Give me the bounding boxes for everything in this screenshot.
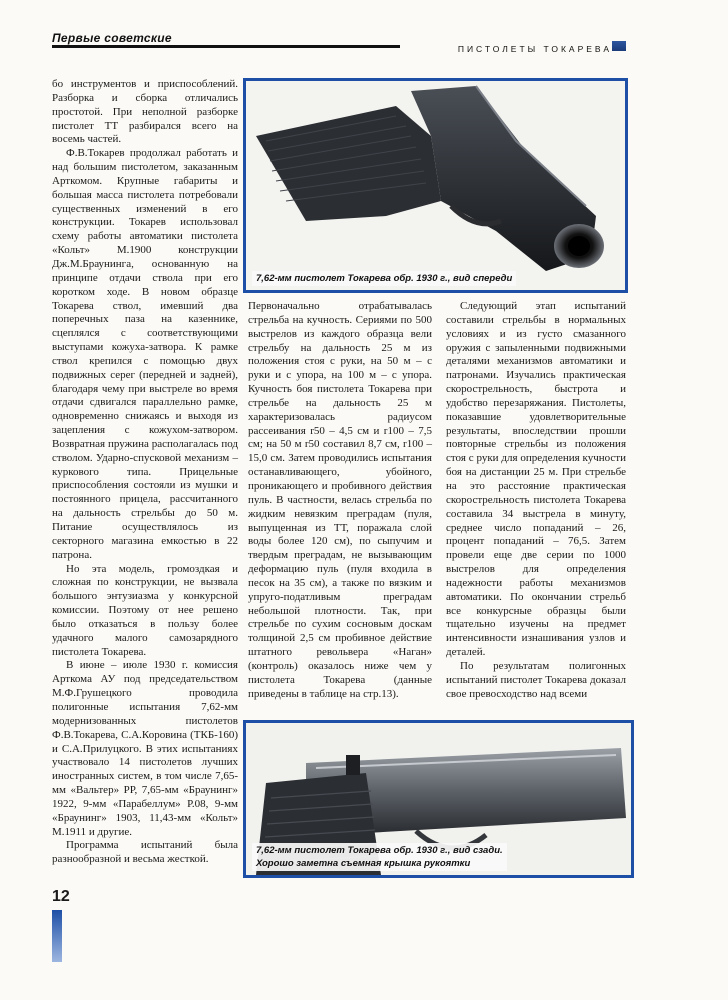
paragraph: Но эта модель, громоздкая и сложная по конструкции, не вызвала большого энтузиазма у конкурсной комиссии. Поэтому от нее решено было отказаться в пользу более удачного малого самозарядного пистолета Токарева. [52, 562, 238, 658]
paragraph: В июне – июле 1930 г. комиссия Арткома АУ под председательством М.Ф.Грушецкого проводила полигонные испытания 7,62-мм модернизованных пистолетов Ф.В.Токарева, С.А.Коровина (ТКБ-160) и С.А.Прилуцкого. В этих испытаниях участвовало 14 пистолетов лучших иностранных систем, в том числе 7,65-мм «Вальтер» РР, 7,65-мм «Браунинг» 1922, 9-мм «Парабеллум» Р.08, 9-мм «Браунинг» 1903, 11,43-мм «Кольт» М.1911 и другие. [52, 659, 238, 838]
photo-caption [252, 843, 507, 871]
photo-caption: 7,62-мм пистолет Токарева обр. 1930 г., вид спереди [252, 271, 516, 286]
caption-line: 7,62-мм пистолет Токарева обр. 1930 г., вид сзади. [256, 845, 503, 856]
pistol-photo-rear [243, 720, 634, 878]
header-color-tab [612, 41, 626, 51]
paragraph: Программа испытаний была разнообразной и весьма жесткой. [52, 839, 238, 866]
pistol-photo-front [243, 78, 628, 293]
text-column-3 [446, 300, 626, 701]
paragraph: Ф.В.Токарев продолжал работать и над большим пистолетом, заказанным Арткомом. Крупные габариты и большая масса пистолета потребовали существенных изменений в его конструкции. Токарев использовал схему работы автоматики пистолета «Кольт» М.1900 конструкции Дж.М.Браунинга, основанную на принципе отдачи ствола при его коротком ходе. В новом образце Токарева ствол, имевший два поперечных паза на казеннике, сцеплялся с соответствующими выступами кожуха-затвора. К рамке ствол крепился с помощью двух подвижных серег (передней и задней), благодаря чему при выстреле во время отдачи сдвигался параллельно рамке, одновременно снижаясь и выходя из зацепления с кожухом-затвором. Возвратная пружина располагалась под стволом. Ударно-спусковой механизм – куркового типа. Прицельные приспособления состояли из мушки и постоянного прицела, рассчитанного на дальность стрельбы до 50 м. Питание осуществлялось из секторного магазина емкостью в 22 патрона. [52, 147, 238, 561]
page-number-bar [52, 910, 62, 962]
running-head-title: ПИСТОЛЕТЫ ТОКАРЕВА [400, 44, 618, 55]
pistol-front-illustration [246, 81, 625, 290]
text-column-1 [52, 78, 238, 867]
paragraph: По результатам полигонных испытаний пистолет Токарева доказал свое превосходство над всеми [446, 659, 626, 700]
paragraph: Первоначально отрабатывалась стрельба на кучность. Сериями по 500 выстрелов из каждого образца вели стрельбу на дальность 25 м из положения стоя с руки, на 50 м – с руки и с упора, на 100 м – с упора. Кучность боя пистолета Токарева при стрельбе на дальность 25 м характеризовалась радиусом рассеивания r50 – 4,5 см и r100 – 7,5 см; на 50 м r50 составил 8,7 см, r100 – 15,0 см. Затем проводились испытания останавливающего, убойного, проникающего и пробивного действия пуль. В частности, велась стрельба по жидким невязким преградам (пуля, выпущенная из ТТ, поражала слой воды более 120 см), по сыпучим и твердым преградам, не вызывающим деформацию пуль (пуля входила в песок на 35 см), а также по вязким и упруго-податливым преградам небольшой плотности. Так, при стрельбе по сухим сосновым доскам толщиной 2,5 см пробивное действие штатного револьвера «Наган» (контроль) оказалось ниже чем у пистолета Токарева (данные приведены в таблице на стр.13). [248, 300, 432, 700]
running-head-section: Первые советские [52, 31, 172, 45]
text-column-2 [248, 300, 432, 701]
paragraph: Следующий этап испытаний составили стрельбы в нормальных условиях и из густо смазанного оружия с запыленными подвижными деталями механизмов автоматики и патронами. Изучались практическая скорострельность, быстрота и удобство перезаряжания. Пистолеты, показавшие удовлетворительные результаты, впоследствии прошли повторные стрельбы из положения стоя с руки для определения кучности боя на дистанции 25 м. При стрельбе на это расстояние практическая скорострельность пистолета Токарева составила 34 выстрела в минуту, среднее число попаданий – 26, процент попаданий – 76,5. Затем провели еще две серии по 1000 выстрелов для определения надежности работы механизмов автоматики. По окончании стрельб все конкурсные образцы были тщательно изучены на предмет интенсивности изнашивания узлов и деталей. [446, 300, 626, 659]
page-number: 12 [52, 888, 70, 905]
paragraph: бо инструментов и приспособлений. Разборка и сборка отличались простотой. При неполной разборке пистолет ТТ разбирался всего на восемь частей. [52, 78, 238, 146]
caption-line: Хорошо заметна съемная крышка рукоятки [256, 858, 471, 869]
